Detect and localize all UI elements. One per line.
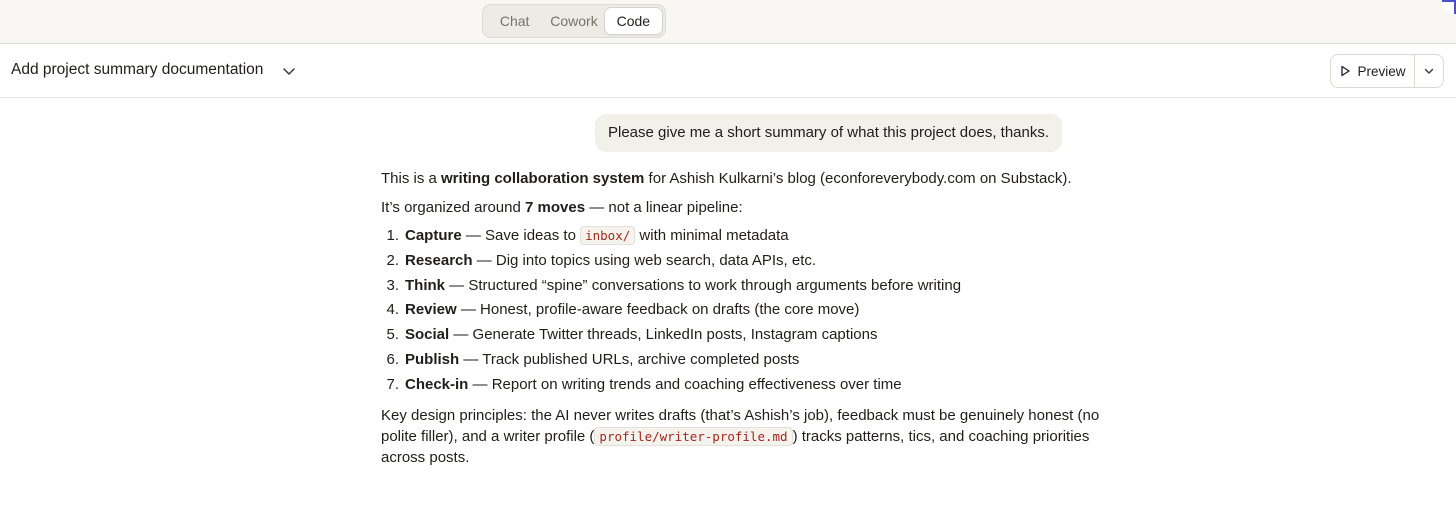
reply-emphasis: 7 moves xyxy=(525,199,586,216)
list-item xyxy=(381,274,1101,299)
reply-text: ) tracks patterns, tics, and coaching priorities across posts. xyxy=(381,427,1090,466)
list-number: 2. xyxy=(386,251,399,269)
reply-text: Key design principles: the AI never writes drafts (that’s Ashish’s job), feedback must be genuinely honest (no polite filler), and a writer profile ( xyxy=(381,406,1100,445)
assistant-reply xyxy=(381,168,1101,468)
preview-control xyxy=(1330,54,1444,88)
session-title[interactable]: Add project summary documentation xyxy=(11,61,264,78)
user-message: Please give me a short summary of what this project does, thanks. xyxy=(595,114,1062,152)
mode-switcher xyxy=(482,4,666,38)
move-name: Research xyxy=(405,251,473,269)
mode-bar xyxy=(0,0,1456,44)
reply-text: for Ashish Kulkarni’s blog (econforeverybody.com on Substack). xyxy=(644,170,1072,187)
move-description: — Structured “spine” conversations to work through arguments before writing xyxy=(445,276,962,294)
list-item xyxy=(381,249,1101,274)
list-number: 7. xyxy=(386,375,399,393)
inline-code: profile/writer-profile.md xyxy=(594,427,792,446)
move-description: — Honest, profile-aware feedback on drafts (the core move) xyxy=(456,301,860,319)
move-description: — Save ideas to xyxy=(461,227,581,244)
reply-principles xyxy=(381,405,1101,468)
chevron-down-icon xyxy=(1422,64,1436,78)
list-number: 3. xyxy=(386,276,399,294)
reply-text: It’s organized around xyxy=(381,199,525,216)
move-name: Think xyxy=(405,276,445,294)
reply-intro xyxy=(381,168,1101,189)
list-number: 5. xyxy=(386,326,399,344)
move-name: Check-in xyxy=(405,375,469,393)
move-name: Capture xyxy=(405,227,462,244)
list-item xyxy=(381,348,1101,373)
list-number: 6. xyxy=(386,350,399,368)
list-number: 4. xyxy=(386,301,399,319)
play-icon xyxy=(1339,65,1351,77)
reply-emphasis: writing collaboration system xyxy=(441,170,645,187)
preview-menu-button[interactable] xyxy=(1415,55,1443,87)
move-description: — Generate Twitter threads, LinkedIn posts, Instagram captions xyxy=(449,326,878,344)
preview-label: Preview xyxy=(1357,63,1406,79)
move-name: Review xyxy=(405,301,457,319)
tab-chat[interactable]: Chat xyxy=(499,13,530,29)
list-item xyxy=(381,298,1101,323)
move-description: — Report on writing trends and coaching effectiveness over time xyxy=(468,375,902,393)
move-name: Social xyxy=(405,326,450,344)
chevron-down-icon[interactable] xyxy=(280,62,298,80)
list-item xyxy=(381,323,1101,348)
window-corner-accent xyxy=(1442,0,1456,14)
tab-code[interactable]: Code xyxy=(604,7,663,35)
inline-code: inbox/ xyxy=(580,226,635,245)
reply-text: — not a linear pipeline: xyxy=(585,199,743,216)
tab-cowork[interactable]: Cowork xyxy=(550,13,598,29)
list-number: 1. xyxy=(386,227,399,244)
moves-list xyxy=(381,224,1101,398)
list-item xyxy=(381,373,1101,398)
move-name: Publish xyxy=(405,350,460,368)
session-header xyxy=(0,45,1456,98)
preview-button[interactable] xyxy=(1331,55,1415,87)
list-item xyxy=(381,224,1101,249)
reply-text: This is a xyxy=(381,170,442,187)
move-description: with minimal metadata xyxy=(635,227,789,244)
reply-organization xyxy=(381,197,1101,218)
move-description: — Dig into topics using web search, data APIs, etc. xyxy=(472,251,817,269)
move-description: — Track published URLs, archive completed posts xyxy=(459,350,800,368)
